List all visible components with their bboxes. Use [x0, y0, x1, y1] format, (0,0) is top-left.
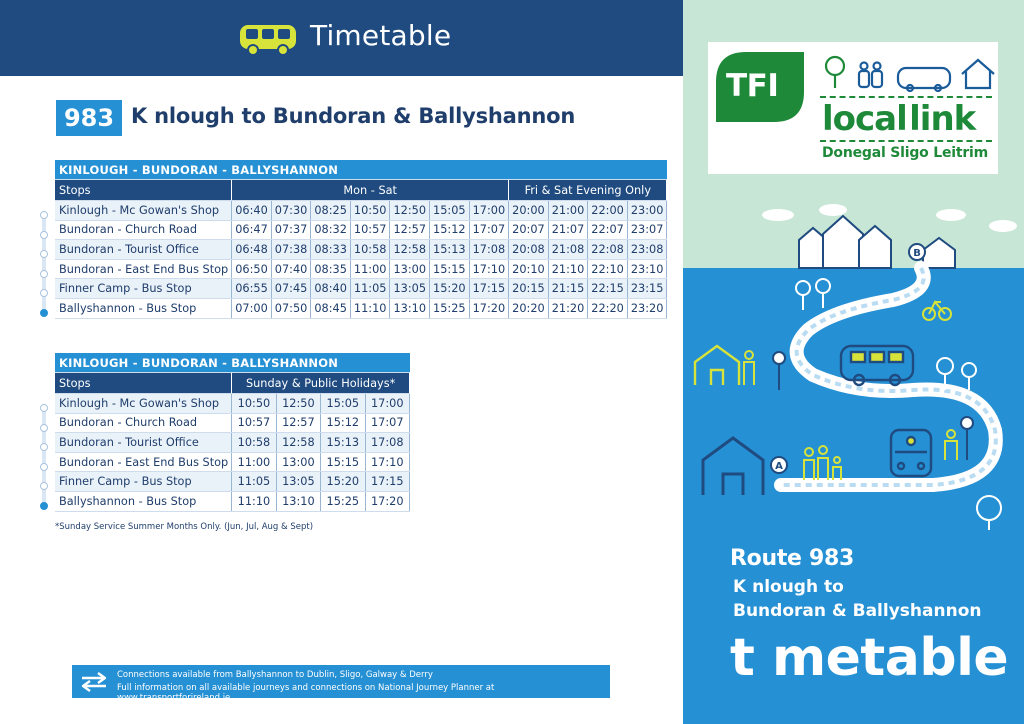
departure-time: 17:15: [469, 279, 509, 299]
departure-time: 06:48: [232, 240, 272, 260]
timetable-row: [55, 259, 667, 279]
stop-dot: [40, 404, 48, 412]
departure-time: 11:05: [232, 472, 276, 492]
stop-dot: [40, 502, 48, 510]
stop-dot: [40, 443, 48, 451]
house-outline-icon: [695, 346, 739, 385]
evening-departure-time: 20:07: [509, 220, 548, 240]
evening-departure-time: 21:08: [548, 240, 588, 260]
route-line-indicator-sunday: [40, 404, 48, 514]
departure-time: 13:10: [390, 299, 430, 319]
departure-time: 17:07: [469, 220, 509, 240]
timetable-row: [55, 472, 410, 492]
stop-dot: [40, 270, 48, 278]
timetable-row: [55, 240, 667, 260]
timetable-row: [55, 413, 410, 433]
departure-time: 17:08: [365, 433, 409, 453]
route-illustration: [683, 190, 1024, 530]
timetable-row: [55, 220, 667, 240]
swap-arrows-icon: [78, 671, 110, 693]
timetable-row: [55, 279, 667, 299]
departure-time: 08:45: [311, 299, 351, 319]
weekday-timetable: [55, 160, 667, 319]
stop-dot: [40, 250, 48, 258]
stop-name: Finner Camp - Bus Stop: [55, 472, 232, 492]
departure-time: 07:40: [271, 259, 311, 279]
houses-icon: [799, 216, 955, 268]
evening-departure-time: 23:00: [627, 201, 667, 221]
departure-time: 17:08: [469, 240, 509, 260]
departure-time: 12:57: [390, 220, 430, 240]
evening-departure-time: 21:15: [548, 279, 588, 299]
departure-time: 11:00: [232, 452, 276, 472]
departure-time: 10:58: [232, 433, 276, 453]
bus-stop-a-icon: [771, 457, 787, 473]
departure-time: 15:15: [321, 452, 365, 472]
evening-departure-time: 20:08: [509, 240, 548, 260]
departure-time: 15:13: [430, 240, 470, 260]
evening-departure-time: 23:10: [627, 259, 667, 279]
header-bar: [0, 0, 683, 76]
departure-time: 15:12: [321, 413, 365, 433]
stop-name: Ballyshannon - Bus Stop: [55, 492, 232, 512]
departure-time: 07:45: [271, 279, 311, 299]
departure-time: 08:25: [311, 201, 351, 221]
house-icon: [703, 438, 763, 495]
departure-time: 17:20: [365, 492, 409, 512]
route-line-indicator: [40, 211, 48, 321]
departure-time: 08:33: [311, 240, 351, 260]
bus-front-icon: [891, 430, 931, 476]
stop-dot: [40, 211, 48, 219]
cover-to-label: Bundoran & Ballyshannon: [733, 601, 982, 621]
departure-time: 13:00: [390, 259, 430, 279]
stop-dot: [40, 289, 48, 297]
departure-time: 06:55: [232, 279, 272, 299]
footnote: *Sunday Service Summer Months Only. (Jun, Jul, Aug & Sept): [55, 522, 314, 532]
departure-time: 10:50: [350, 201, 390, 221]
departure-time: 07:38: [271, 240, 311, 260]
evening-departure-time: 23:20: [627, 299, 667, 319]
departure-time: 11:00: [350, 259, 390, 279]
evening-departure-time: 20:20: [509, 299, 548, 319]
stop-dot: [40, 231, 48, 239]
evening-departure-time: 22:00: [588, 201, 628, 221]
stop-name: Kinlough - Mc Gowan's Shop: [55, 394, 232, 414]
stops-column-header: Stops: [55, 373, 232, 394]
stop-name: Bundoran - East End Bus Stop: [55, 259, 232, 279]
timetable-row: [55, 452, 410, 472]
departure-time: 17:10: [365, 452, 409, 472]
departure-time: 17:15: [365, 472, 409, 492]
region-text: Donegal Sligo Leitrim: [822, 145, 989, 161]
departure-time: 17:20: [469, 299, 509, 319]
timetable-row: [55, 394, 410, 414]
logo-divider: [820, 140, 992, 142]
timetable-row: [55, 492, 410, 512]
timetable-row: [55, 201, 667, 221]
bus-stop-b-icon: [909, 244, 925, 260]
cover-route-label: Route 983: [730, 546, 855, 571]
table-heading: KINLOUGH - BUNDORAN - BALLYSHANNON: [55, 353, 410, 373]
stop-name: Ballyshannon - Bus Stop: [55, 299, 232, 319]
departure-time: 13:05: [390, 279, 430, 299]
departure-time: 13:05: [276, 472, 320, 492]
timetable-row: [55, 433, 410, 453]
departure-time: 11:10: [232, 492, 276, 512]
departure-time: 12:58: [390, 240, 430, 260]
tfi-logo-text: TFI: [726, 68, 779, 104]
departure-time: 07:30: [271, 201, 311, 221]
evening-departure-time: 22:15: [588, 279, 628, 299]
stop-name: Bundoran - Church Road: [55, 220, 232, 240]
timetable-row: [55, 299, 667, 319]
departure-time: 15:12: [430, 220, 470, 240]
departure-time: 06:47: [232, 220, 272, 240]
bus-icon: [841, 346, 913, 385]
route-number-badge: 983: [56, 100, 122, 136]
cloud-icon: [762, 204, 1017, 232]
cover-from-label: K nlough to: [733, 577, 844, 597]
stop-dot: [40, 463, 48, 471]
departure-time: 08:32: [311, 220, 351, 240]
local-link-logo: [708, 42, 998, 174]
stop-b-label: B: [913, 248, 921, 259]
evening-departure-time: 21:07: [548, 220, 588, 240]
departure-time: 10:57: [232, 413, 276, 433]
logo-divider: [820, 96, 992, 98]
cover-timetable-label: t metable: [730, 628, 1009, 688]
departure-time: 15:25: [321, 492, 365, 512]
departure-time: 15:05: [321, 394, 365, 414]
evening-departure-time: 23:15: [627, 279, 667, 299]
evening-departure-time: 20:00: [509, 201, 548, 221]
departure-time: 15:13: [321, 433, 365, 453]
departure-time: 12:50: [390, 201, 430, 221]
departure-time: 13:10: [276, 492, 320, 512]
departure-time: 07:00: [232, 299, 272, 319]
departure-time: 10:57: [350, 220, 390, 240]
page-title: Timetable: [310, 19, 452, 52]
departure-time: 15:15: [430, 259, 470, 279]
bicycle-icon: [923, 302, 951, 320]
departure-time: 11:05: [350, 279, 390, 299]
evening-departure-time: 22:10: [588, 259, 628, 279]
stop-name: Bundoran - Tourist Office: [55, 433, 232, 453]
departure-time: 17:00: [469, 201, 509, 221]
route-title: K nlough to Bundoran & Ballyshannon: [131, 104, 576, 128]
departure-time: 06:50: [232, 259, 272, 279]
departure-time: 08:35: [311, 259, 351, 279]
departure-time: 07:50: [271, 299, 311, 319]
departure-time: 11:10: [350, 299, 390, 319]
local-link-wordmark: [822, 99, 975, 139]
connections-text: Connections available from Ballyshannon to Dublin, Sligo, Galway & Derry: [117, 670, 433, 680]
evening-departure-time: 22:08: [588, 240, 628, 260]
departure-time: 08:40: [311, 279, 351, 299]
departure-time: 15:25: [430, 299, 470, 319]
stop-name: Bundoran - Church Road: [55, 413, 232, 433]
sunday-timetable: [55, 353, 410, 512]
evening-departure-time: 21:10: [548, 259, 588, 279]
stop-dot: [40, 309, 48, 317]
journey-planner-text: Full information on all available journeys and connections on National Journey Planner at www.transportforireland.ie: [117, 683, 495, 703]
departure-time: 12:58: [276, 433, 320, 453]
evening-departure-time: 22:20: [588, 299, 628, 319]
stop-a-label: A: [775, 461, 783, 472]
departure-time: 15:20: [430, 279, 470, 299]
evening-departure-time: 20:10: [509, 259, 548, 279]
stop-name: Finner Camp - Bus Stop: [55, 279, 232, 299]
evening-departure-time: 20:15: [509, 279, 548, 299]
evening-departure-time: 21:20: [548, 299, 588, 319]
departure-time: 06:40: [232, 201, 272, 221]
evening-header: Fri & Sat Evening Only: [509, 180, 667, 201]
stop-name: Bundoran - East End Bus Stop: [55, 452, 232, 472]
departure-time: 17:10: [469, 259, 509, 279]
cover-page: [683, 0, 1024, 724]
local-text: local: [822, 99, 907, 139]
evening-departure-time: 23:08: [627, 240, 667, 260]
mon-sat-header: Mon - Sat: [232, 180, 509, 201]
link-text: link: [909, 99, 976, 139]
evening-departure-time: 23:07: [627, 220, 667, 240]
stops-column-header: Stops: [55, 180, 232, 201]
departure-time: 12:57: [276, 413, 320, 433]
stop-dot: [40, 424, 48, 432]
sunday-header: Sunday & Public Holidays*: [232, 373, 410, 394]
departure-time: 17:07: [365, 413, 409, 433]
departure-time: 10:50: [232, 394, 276, 414]
table-heading: KINLOUGH - BUNDORAN - BALLYSHANNON: [55, 160, 667, 180]
departure-time: 15:05: [430, 201, 470, 221]
stop-dot: [40, 482, 48, 490]
evening-departure-time: 21:00: [548, 201, 588, 221]
logo-icons: [822, 54, 997, 94]
departure-time: 07:37: [271, 220, 311, 240]
departure-time: 10:58: [350, 240, 390, 260]
departure-time: 13:00: [276, 452, 320, 472]
departure-time: 12:50: [276, 394, 320, 414]
bus-icon: [238, 23, 298, 57]
connections-info-bar: [72, 665, 610, 703]
evening-departure-time: 22:07: [588, 220, 628, 240]
stop-name: Bundoran - Tourist Office: [55, 240, 232, 260]
departure-time: 15:20: [321, 472, 365, 492]
departure-time: 17:00: [365, 394, 409, 414]
stop-name: Kinlough - Mc Gowan's Shop: [55, 201, 232, 221]
